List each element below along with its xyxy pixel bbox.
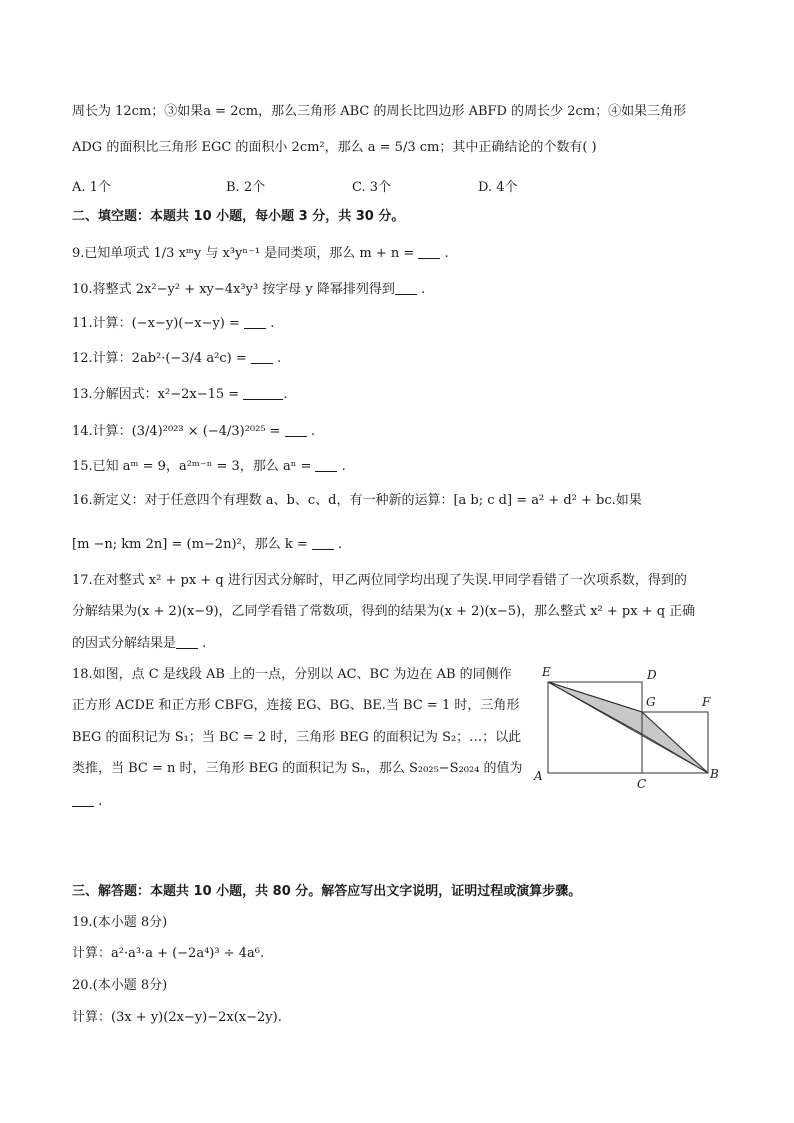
question-12: 12.计算：2ab²·(−3/4 a²c) = .	[72, 351, 282, 366]
section-2-heading: 二、填空题：本题共 10 小题，每小题 3 分，共 30 分。	[72, 209, 405, 224]
question-14-text: 14.计算：(3/4)²⁰²³ × (−4/3)²⁰²⁵ =	[72, 424, 281, 439]
answer-blank	[315, 457, 337, 472]
question-19-title: 19.(本小题 8分)	[72, 915, 168, 930]
question-19-body: 计算：a²·a³·a + (−2a⁴)³ ÷ 4a⁶.	[72, 946, 265, 961]
section-3-heading: 三、解答题：本题共 10 小题，共 80 分。解答应写出文字说明，证明过程或演算步骤。	[72, 884, 582, 899]
question-8-continued-line-1: 周长为 12cm；③如果a = 2cm，那么三角形 ABC 的周长比四边形 ABFD 的周长少 2cm；④如果三角形	[72, 104, 687, 119]
geometry-figure	[530, 660, 730, 792]
question-14: 14.计算：(3/4)²⁰²³ × (−4/3)²⁰²⁵ = .	[72, 424, 315, 439]
question-20-title: 20.(本小题 8分)	[72, 978, 168, 993]
label-f: F	[702, 695, 711, 709]
answer-blank	[418, 244, 440, 259]
answer-blank	[312, 535, 334, 550]
question-17-line-3: 的因式分解结果是 .	[72, 636, 207, 651]
label-d: D	[647, 668, 657, 682]
option-c: C. 3个	[352, 180, 392, 195]
answer-blank	[395, 280, 417, 295]
question-17-line-2: 分解结果为(x + 2)(x−9)，乙同学看错了常数项，得到的结果为(x + 2)(x−5)，那么整式 x² + px + q 正确	[72, 604, 696, 619]
question-9: 9.已知单项式 1/3 xᵐy 与 x³yⁿ⁻¹ 是同类项，那么 m + n = .	[72, 246, 449, 261]
label-a: A	[534, 769, 543, 783]
segment-be	[548, 682, 708, 773]
question-9-text: 9.已知单项式 1/3 xᵐy 与 x³yⁿ⁻¹ 是同类项，那么 m + n =	[72, 246, 415, 261]
question-20-body: 计算：(3x + y)(2x−y)−2x(x−2y).	[72, 1010, 282, 1025]
question-8-continued-line-2: ADG 的面积比三角形 EGC 的面积小 2cm²，那么 a = 5/3 cm；其中正确结论的个数有( )	[72, 140, 597, 155]
segment-bg	[642, 712, 708, 773]
label-c: C	[637, 777, 647, 791]
option-b: B. 2个	[226, 180, 266, 195]
question-18-line-3: BEG 的面积记为 S₁；当 BC = 2 时，三角形 BEG 的面积记为 S₂；…；以此	[72, 730, 522, 745]
question-16-line-1: 16.新定义：对于任意四个有理数 a、b、c、d，有一种新的运算：[a b; c d] = a² + d² + bc.如果	[72, 493, 642, 508]
question-15-text: 15.已知 aᵐ = 9，a²ᵐ⁻ⁿ = 3，那么 aⁿ =	[72, 459, 312, 474]
question-13-text: 13.分解因式：x²−2x−15 =	[72, 387, 240, 402]
answer-blank	[243, 385, 283, 400]
question-17-text: 的因式分解结果是	[72, 636, 177, 651]
answer-blank	[176, 634, 198, 649]
question-10: 10.将整式 2x²−y² + xy−4x³y³ 按字母 y 降幂排列得到 .	[72, 282, 426, 297]
label-g: G	[646, 695, 656, 709]
question-11-text: 11.计算：(−x−y)(−x−y) =	[72, 316, 240, 331]
question-17-line-1: 17.在对整式 x² + px + q 进行因式分解时，甲乙两位同学均出现了失误.甲同学看错了一次项系数，得到的	[72, 573, 687, 588]
question-12-text: 12.计算：2ab²·(−3/4 a²c) =	[72, 351, 247, 366]
question-18-line-1: 18.如图，点 C 是线段 AB 上的一点，分别以 AC、BC 为边在 AB 的同侧作	[72, 667, 512, 682]
question-15: 15.已知 aᵐ = 9，a²ᵐ⁻ⁿ = 3，那么 aⁿ = .	[72, 459, 346, 474]
answer-blank	[251, 349, 273, 364]
question-18-line-4: 类推，当 BC = n 时，三角形 BEG 的面积记为 Sₙ，那么 S₂₀₂₅−S₂₀₂₄ 的值为	[72, 761, 523, 776]
question-18-line-2: 正方形 ACDE 和正方形 CBFG，连接 EG、BG、BE.当 BC = 1 时，三角形	[72, 698, 520, 713]
question-16-text: [m −n; km 2n] = (m−2n)²，那么 k =	[72, 537, 308, 552]
question-10-text: 10.将整式 2x²−y² + xy−4x³y³ 按字母 y 降幂排列得到	[72, 282, 395, 297]
answer-blank	[72, 792, 94, 807]
question-16-line-2: [m −n; km 2n] = (m−2n)²，那么 k = .	[72, 537, 343, 552]
question-11: 11.计算：(−x−y)(−x−y) = .	[72, 316, 275, 331]
question-13: 13.分解因式：x²−2x−15 = .	[72, 387, 288, 402]
option-d: D. 4个	[478, 180, 518, 195]
label-e: E	[542, 665, 551, 679]
question-18-line-5: .	[72, 792, 102, 811]
option-a: A. 1个	[72, 180, 111, 195]
answer-blank	[285, 422, 307, 437]
answer-blank	[244, 314, 266, 329]
label-b: B	[710, 767, 719, 781]
